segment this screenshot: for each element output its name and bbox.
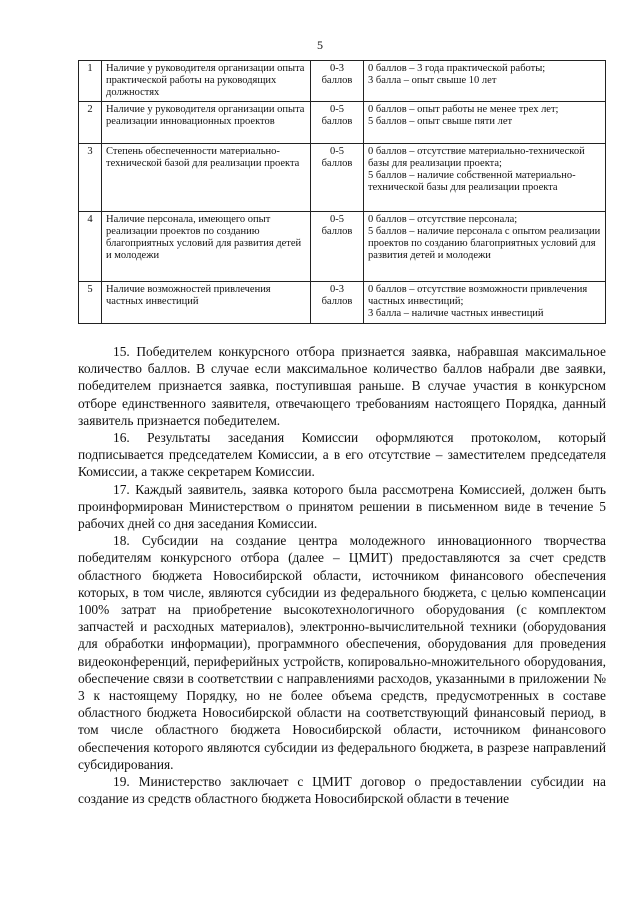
description-line: 3 балла – наличие частных инвестиций: [368, 308, 544, 319]
description-cell: [364, 282, 606, 324]
table-row: [79, 282, 606, 324]
criteria-table: [78, 60, 606, 324]
points-unit: баллов: [321, 226, 353, 237]
points-unit: баллов: [321, 158, 353, 169]
table-row: [79, 61, 606, 102]
table-row: [79, 144, 606, 212]
points-cell: [311, 144, 364, 212]
description-line: 5 баллов – наличие собственной материально-технической базы для реализации проекта: [368, 170, 576, 193]
row-number: 2: [79, 102, 102, 144]
paragraph-16: 16. Результаты заседания Комиссии оформляются протоколом, который подписывается председателем Комиссии, а в его отсутствие – заместителем председателя Комиссии, а также секретарем Комиссии.: [78, 430, 606, 480]
table-row: [79, 212, 606, 282]
paragraph-17: 17. Каждый заявитель, заявка которого была рассмотрена Комиссией, должен быть проинформирован Министерством о принятом решении в письменном виде в течение 5 рабочих дней со дня заседания Комиссии.: [78, 481, 606, 532]
points-unit: баллов: [321, 75, 353, 86]
criterion-cell: Наличие возможностей привлечения частных инвестиций: [102, 282, 311, 324]
points-unit: баллов: [321, 296, 353, 307]
points-range: 0-3: [330, 284, 344, 295]
document-body: [78, 343, 606, 807]
criterion-cell: Наличие персонала, имеющего опыт реализации проектов по созданию благоприятных условий для развития детей и молодежи: [102, 212, 311, 282]
description-cell: [364, 144, 606, 212]
points-cell: [311, 212, 364, 282]
description-line: 0 баллов – 3 года практической работы;: [368, 63, 546, 74]
criterion-cell: Наличие у руководителя организации опыта практической работы на руководящих должностях: [102, 61, 311, 102]
description-cell: [364, 61, 606, 102]
description-line: 0 баллов – опыт работы не менее трех лет;: [368, 104, 559, 115]
row-number: 5: [79, 282, 102, 324]
row-number: 1: [79, 61, 102, 102]
description-line: 5 баллов – наличие персонала с опытом реализации проектов по созданию благоприятных условий для развития детей и молодежи: [368, 226, 601, 261]
description-line: 0 баллов – отсутствие возможности привлечения частных инвестиций;: [368, 284, 588, 307]
paragraph-18: 18. Субсидии на создание центра молодежного инновационного творчества победителям конкурсного отбора (далее – ЦМИТ) предоставляются за счет средств областного бюджета Новосибирской области, источником финансового обеспечения которых, в том числе, являются субсидии из федерального бюджета, с целью компенсации 100% затрат на приобретение высокотехнологичного оборудования (с комплектом запчастей и расходных материалов), электронно-вычислительной техники (оборудования для обработки информации), программного обеспечения, оборудования для проведения видеоконференций, периферийных устройств, копировально-множительного оборудования, обеспечение связи в соответствии с направлениями расходов, указанными в приложении № 3 к настоящему Порядку, но не более объема средств, предусмотренных в составе областного бюджета Новосибирской области на соответствующий финансовый период, в том числе областного бюджета Новосибирской области, источником финансового обеспечения которого являются субсидии из федерального бюджета, в разрезе направлений субсидирования.: [78, 533, 606, 772]
description-line: 0 баллов – отсутствие материально-технической базы для реализации проекта;: [368, 146, 585, 169]
page-number: 5: [317, 38, 323, 52]
criterion-cell: Наличие у руководителя организации опыта реализации инновационных проектов: [102, 102, 311, 144]
points-range: 0-5: [330, 214, 344, 225]
description-line: 0 баллов – отсутствие персонала;: [368, 214, 518, 225]
description-cell: [364, 212, 606, 282]
points-unit: баллов: [321, 116, 353, 127]
points-range: 0-5: [330, 104, 344, 115]
paragraph-15: 15. Победителем конкурсного отбора признается заявка, набравшая максимальное количество баллов. В случае если максимальное количество баллов набрали две заявки, победителем признается заявка, поступившая раньше. В случае участия в конкурсном отборе единственного заявителя, отвечающего требованиям настоящего Порядка, данный заявитель признается победителем.: [78, 344, 606, 428]
row-number: 4: [79, 212, 102, 282]
points-range: 0-5: [330, 146, 344, 157]
description-line: 3 балла – опыт свыше 10 лет: [368, 75, 497, 86]
points-range: 0-3: [330, 63, 344, 74]
description-cell: [364, 102, 606, 144]
points-cell: [311, 61, 364, 102]
criterion-cell: Степень обеспеченности материально-технической базой для реализации проекта: [102, 144, 311, 212]
description-line: 5 баллов – опыт свыше пяти лет: [368, 116, 513, 127]
points-cell: [311, 102, 364, 144]
row-number: 3: [79, 144, 102, 212]
points-cell: [311, 282, 364, 324]
table-row: [79, 102, 606, 144]
paragraph-19: 19. Министерство заключает с ЦМИТ договор о предоставлении субсидии на создание из средств областного бюджета Новосибирской области в течение: [78, 774, 606, 807]
